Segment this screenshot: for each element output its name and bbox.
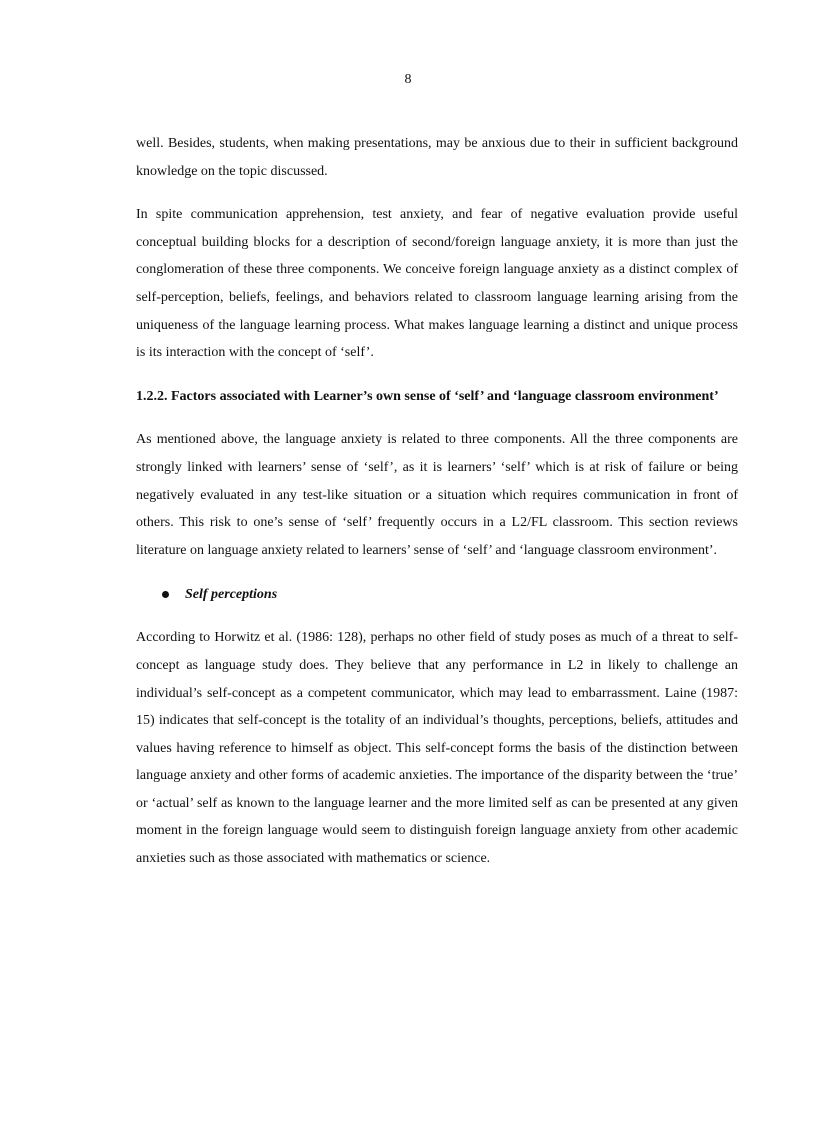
document-body [136, 130, 738, 873]
paragraph-as-mentioned: As mentioned above, the language anxiety is related to three components. All the three components are strongly linked with learners’ sense of ‘self’, as it is learners’ ‘self’ which is at risk of failure or being negatively evaluated in any test-like situation or a situation which requires communication in front of others. This risk to one’s sense of ‘self’ frequently occurs in a L2/FL classroom. This section reviews literature on language anxiety related to learners’ sense of ‘self’ and ‘language classroom environment’. [136, 432, 738, 558]
section-heading: 1.2.2. Factors associated with Learner’s own sense of ‘self’ and ‘language classroom environment’ [136, 388, 719, 404]
bullet-label: Self perceptions [185, 586, 278, 602]
bullet-item-self-perceptions [136, 581, 738, 608]
page-number: 8 [404, 72, 412, 87]
paragraph-horwitz: According to Horwitz et al. (1986: 128), perhaps no other field of study poses as much of a threat to self-concept as language study does. They believe that any performance in L2 in likely to challenge an individual’s self-concept as a competent communicator, which may lead to embarrassment. Laine (1987: 15) indicates that self-concept is the totality of an individual’s thoughts, perceptions, beliefs, attitudes and values having reference to himself as object. This self-concept forms the basis of the distinction between language anxiety and other forms of academic anxieties. The importance of the disparity between the ‘true’ or ‘actual’ self as known to the language learner and the more limited self as can be presented at any given moment in the foreign language would seem to distinguish foreign language anxiety from other academic anxieties such as those associated with mathematics or science. [136, 630, 738, 867]
paragraph-continuation: well. Besides, students, when making presentations, may be anxious due to their in sufficient background knowledge on the topic discussed. [136, 136, 738, 179]
paragraph-in-spite: In spite communication apprehension, test anxiety, and fear of negative evaluation provide useful conceptual building blocks for a description of second/foreign language anxiety, it is more than just the conglomeration of these three components. We conceive foreign language anxiety as a distinct complex of self-perception, beliefs, feelings, and behaviors related to classroom language learning arising from the uniqueness of the language learning process. What makes language learning a distinct and unique process is its interaction with the concept of ‘self’. [136, 207, 738, 361]
bullet-icon [162, 591, 169, 598]
